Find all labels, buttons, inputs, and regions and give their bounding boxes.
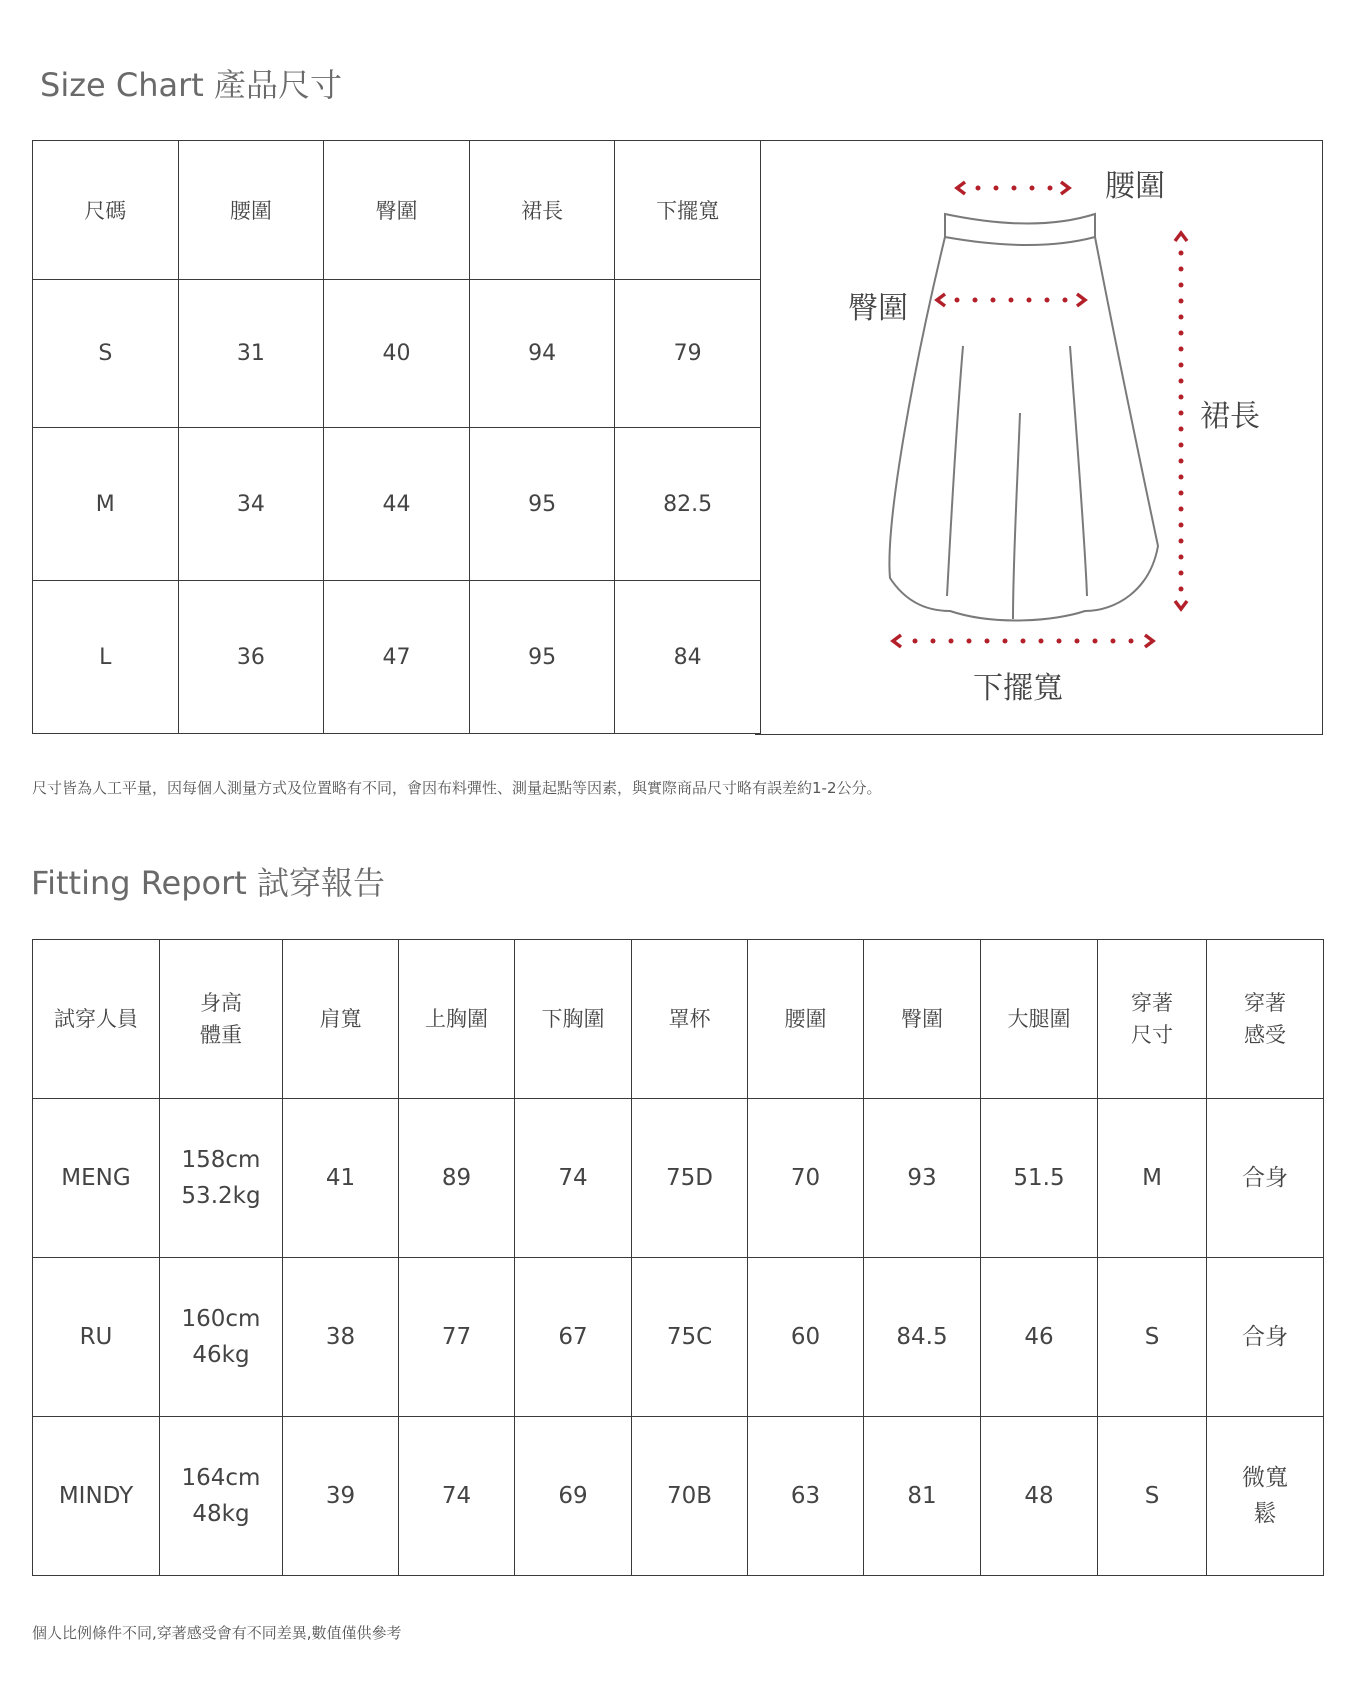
header-shoulder: 肩寬 xyxy=(283,940,399,1099)
shoulder-cell: 41 xyxy=(283,1099,399,1258)
header-waist: 腰圍 xyxy=(748,940,864,1099)
size-chart-title: Size Chart 產品尺寸 xyxy=(40,66,342,104)
skirt-body-shape xyxy=(889,237,1158,620)
waist-arrow-left-icon xyxy=(957,182,965,194)
waist-cell: 60 xyxy=(748,1258,864,1417)
header-worn-size xyxy=(1098,940,1207,1099)
hem-arrow-right-icon xyxy=(1145,635,1153,647)
cup-cell: 75C xyxy=(632,1258,748,1417)
header-hip: 臀圍 xyxy=(864,940,981,1099)
hem-cell: 82.5 xyxy=(615,428,761,581)
skirt-diagram xyxy=(755,140,1323,735)
size-table-header-row xyxy=(33,141,761,280)
header-height: 身高 xyxy=(200,991,242,1015)
hip-arrow-right-icon xyxy=(1077,294,1085,306)
cup-cell: 75D xyxy=(632,1099,748,1258)
pleat-line xyxy=(1070,346,1087,596)
fit-table-header-row xyxy=(33,940,1324,1099)
diagram-label-waist: 腰圍 xyxy=(1105,169,1165,204)
header-hem: 下擺寬 xyxy=(615,141,761,280)
table-row xyxy=(33,280,761,428)
fitting-report-title: Fitting Report 試穿報告 xyxy=(31,864,385,902)
tester-name: MENG xyxy=(33,1099,160,1258)
length-arrow-down-icon xyxy=(1175,601,1187,609)
header-wear-feel-line1: 穿著 xyxy=(1244,991,1286,1015)
size-chart-note: 尺寸皆為人工平量，因每個人測量方式及位置略有不同，會因布料彈性、測量起點等因素，與實際商品尺寸略有誤差約1-2公分。 xyxy=(32,779,882,797)
length-cell: 95 xyxy=(469,581,615,734)
height-value: 158cm xyxy=(181,1147,261,1173)
size-cell: L xyxy=(33,581,179,734)
weight-value: 48kg xyxy=(192,1501,250,1527)
size-chart-table xyxy=(32,140,761,734)
fitting-report-note: 個人比例條件不同,穿著感受會有不同差異,數值僅供參考 xyxy=(32,1624,402,1642)
length-arrow-up-icon xyxy=(1175,233,1187,241)
cup-cell: 70B xyxy=(632,1417,748,1576)
wear-feel-cell xyxy=(1207,1417,1324,1576)
upper-chest-cell: 74 xyxy=(399,1417,515,1576)
height-weight-cell xyxy=(160,1417,283,1576)
thigh-cell: 46 xyxy=(981,1258,1098,1417)
height-value: 160cm xyxy=(181,1306,261,1332)
wear-feel-line1: 合身 xyxy=(1242,1324,1288,1350)
under-chest-cell: 74 xyxy=(515,1099,632,1258)
wear-feel-cell xyxy=(1207,1258,1324,1417)
diagram-label-hip: 臀圍 xyxy=(848,291,908,326)
shoulder-cell: 38 xyxy=(283,1258,399,1417)
hip-cell: 93 xyxy=(864,1099,981,1258)
pleat-line xyxy=(1013,413,1020,619)
weight-value: 53.2kg xyxy=(181,1183,261,1209)
weight-value: 46kg xyxy=(192,1342,250,1368)
header-weight: 體重 xyxy=(200,1023,242,1047)
header-size: 尺碼 xyxy=(33,141,179,280)
length-cell: 94 xyxy=(469,280,615,428)
tester-name: RU xyxy=(33,1258,160,1417)
header-length: 裙長 xyxy=(469,141,615,280)
table-row xyxy=(33,1258,1324,1417)
pleat-line xyxy=(947,346,963,596)
hip-cell: 44 xyxy=(324,428,470,581)
waist-cell: 70 xyxy=(748,1099,864,1258)
under-chest-cell: 69 xyxy=(515,1417,632,1576)
hip-cell: 40 xyxy=(324,280,470,428)
size-cell: M xyxy=(33,428,179,581)
wear-feel-line2: 鬆 xyxy=(1253,1501,1277,1527)
hem-cell: 79 xyxy=(615,280,761,428)
upper-chest-cell: 77 xyxy=(399,1258,515,1417)
hem-arrow-left-icon xyxy=(893,635,901,647)
header-cup: 罩杯 xyxy=(632,940,748,1099)
height-weight-cell xyxy=(160,1099,283,1258)
upper-chest-cell: 89 xyxy=(399,1099,515,1258)
waist-cell: 63 xyxy=(748,1417,864,1576)
diagram-label-hem: 下擺寬 xyxy=(973,671,1063,706)
height-weight-cell xyxy=(160,1258,283,1417)
thigh-cell: 48 xyxy=(981,1417,1098,1576)
hip-cell: 84.5 xyxy=(864,1258,981,1417)
waist-cell: 34 xyxy=(178,428,324,581)
waist-arrow-right-icon xyxy=(1061,182,1069,194)
table-row xyxy=(33,581,761,734)
waist-cell: 36 xyxy=(178,581,324,734)
header-waist: 腰圍 xyxy=(178,141,324,280)
hem-cell: 84 xyxy=(615,581,761,734)
hip-arrow-left-icon xyxy=(937,294,945,306)
header-wear-feel-line2: 感受 xyxy=(1244,1023,1286,1047)
fitting-report-table xyxy=(32,939,1324,1576)
header-worn-size-line1: 穿著 xyxy=(1131,991,1173,1015)
under-chest-cell: 67 xyxy=(515,1258,632,1417)
table-row xyxy=(33,1417,1324,1576)
header-hip: 臀圍 xyxy=(324,141,470,280)
hip-cell: 47 xyxy=(324,581,470,734)
header-upper-chest: 上胸圍 xyxy=(399,940,515,1099)
header-thigh: 大腿圍 xyxy=(981,940,1098,1099)
tester-name: MINDY xyxy=(33,1417,160,1576)
length-cell: 95 xyxy=(469,428,615,581)
header-height-weight xyxy=(160,940,283,1099)
height-value: 164cm xyxy=(181,1465,261,1491)
skirt-illustration xyxy=(755,141,1323,736)
worn-size-cell: M xyxy=(1098,1099,1207,1258)
wear-feel-line1: 合身 xyxy=(1242,1165,1288,1191)
size-cell: S xyxy=(33,280,179,428)
waist-cell: 31 xyxy=(178,280,324,428)
waistband-shape xyxy=(945,214,1095,245)
table-row xyxy=(33,1099,1324,1258)
worn-size-cell: S xyxy=(1098,1258,1207,1417)
shoulder-cell: 39 xyxy=(283,1417,399,1576)
wear-feel-line1: 微寬 xyxy=(1242,1465,1288,1491)
header-tester: 試穿人員 xyxy=(33,940,160,1099)
wear-feel-cell xyxy=(1207,1099,1324,1258)
header-wear-feel xyxy=(1207,940,1324,1099)
hip-cell: 81 xyxy=(864,1417,981,1576)
header-worn-size-line2: 尺寸 xyxy=(1131,1023,1173,1047)
diagram-label-length: 裙長 xyxy=(1200,399,1260,434)
thigh-cell: 51.5 xyxy=(981,1099,1098,1258)
worn-size-cell: S xyxy=(1098,1417,1207,1576)
header-under-chest: 下胸圍 xyxy=(515,940,632,1099)
table-row xyxy=(33,428,761,581)
